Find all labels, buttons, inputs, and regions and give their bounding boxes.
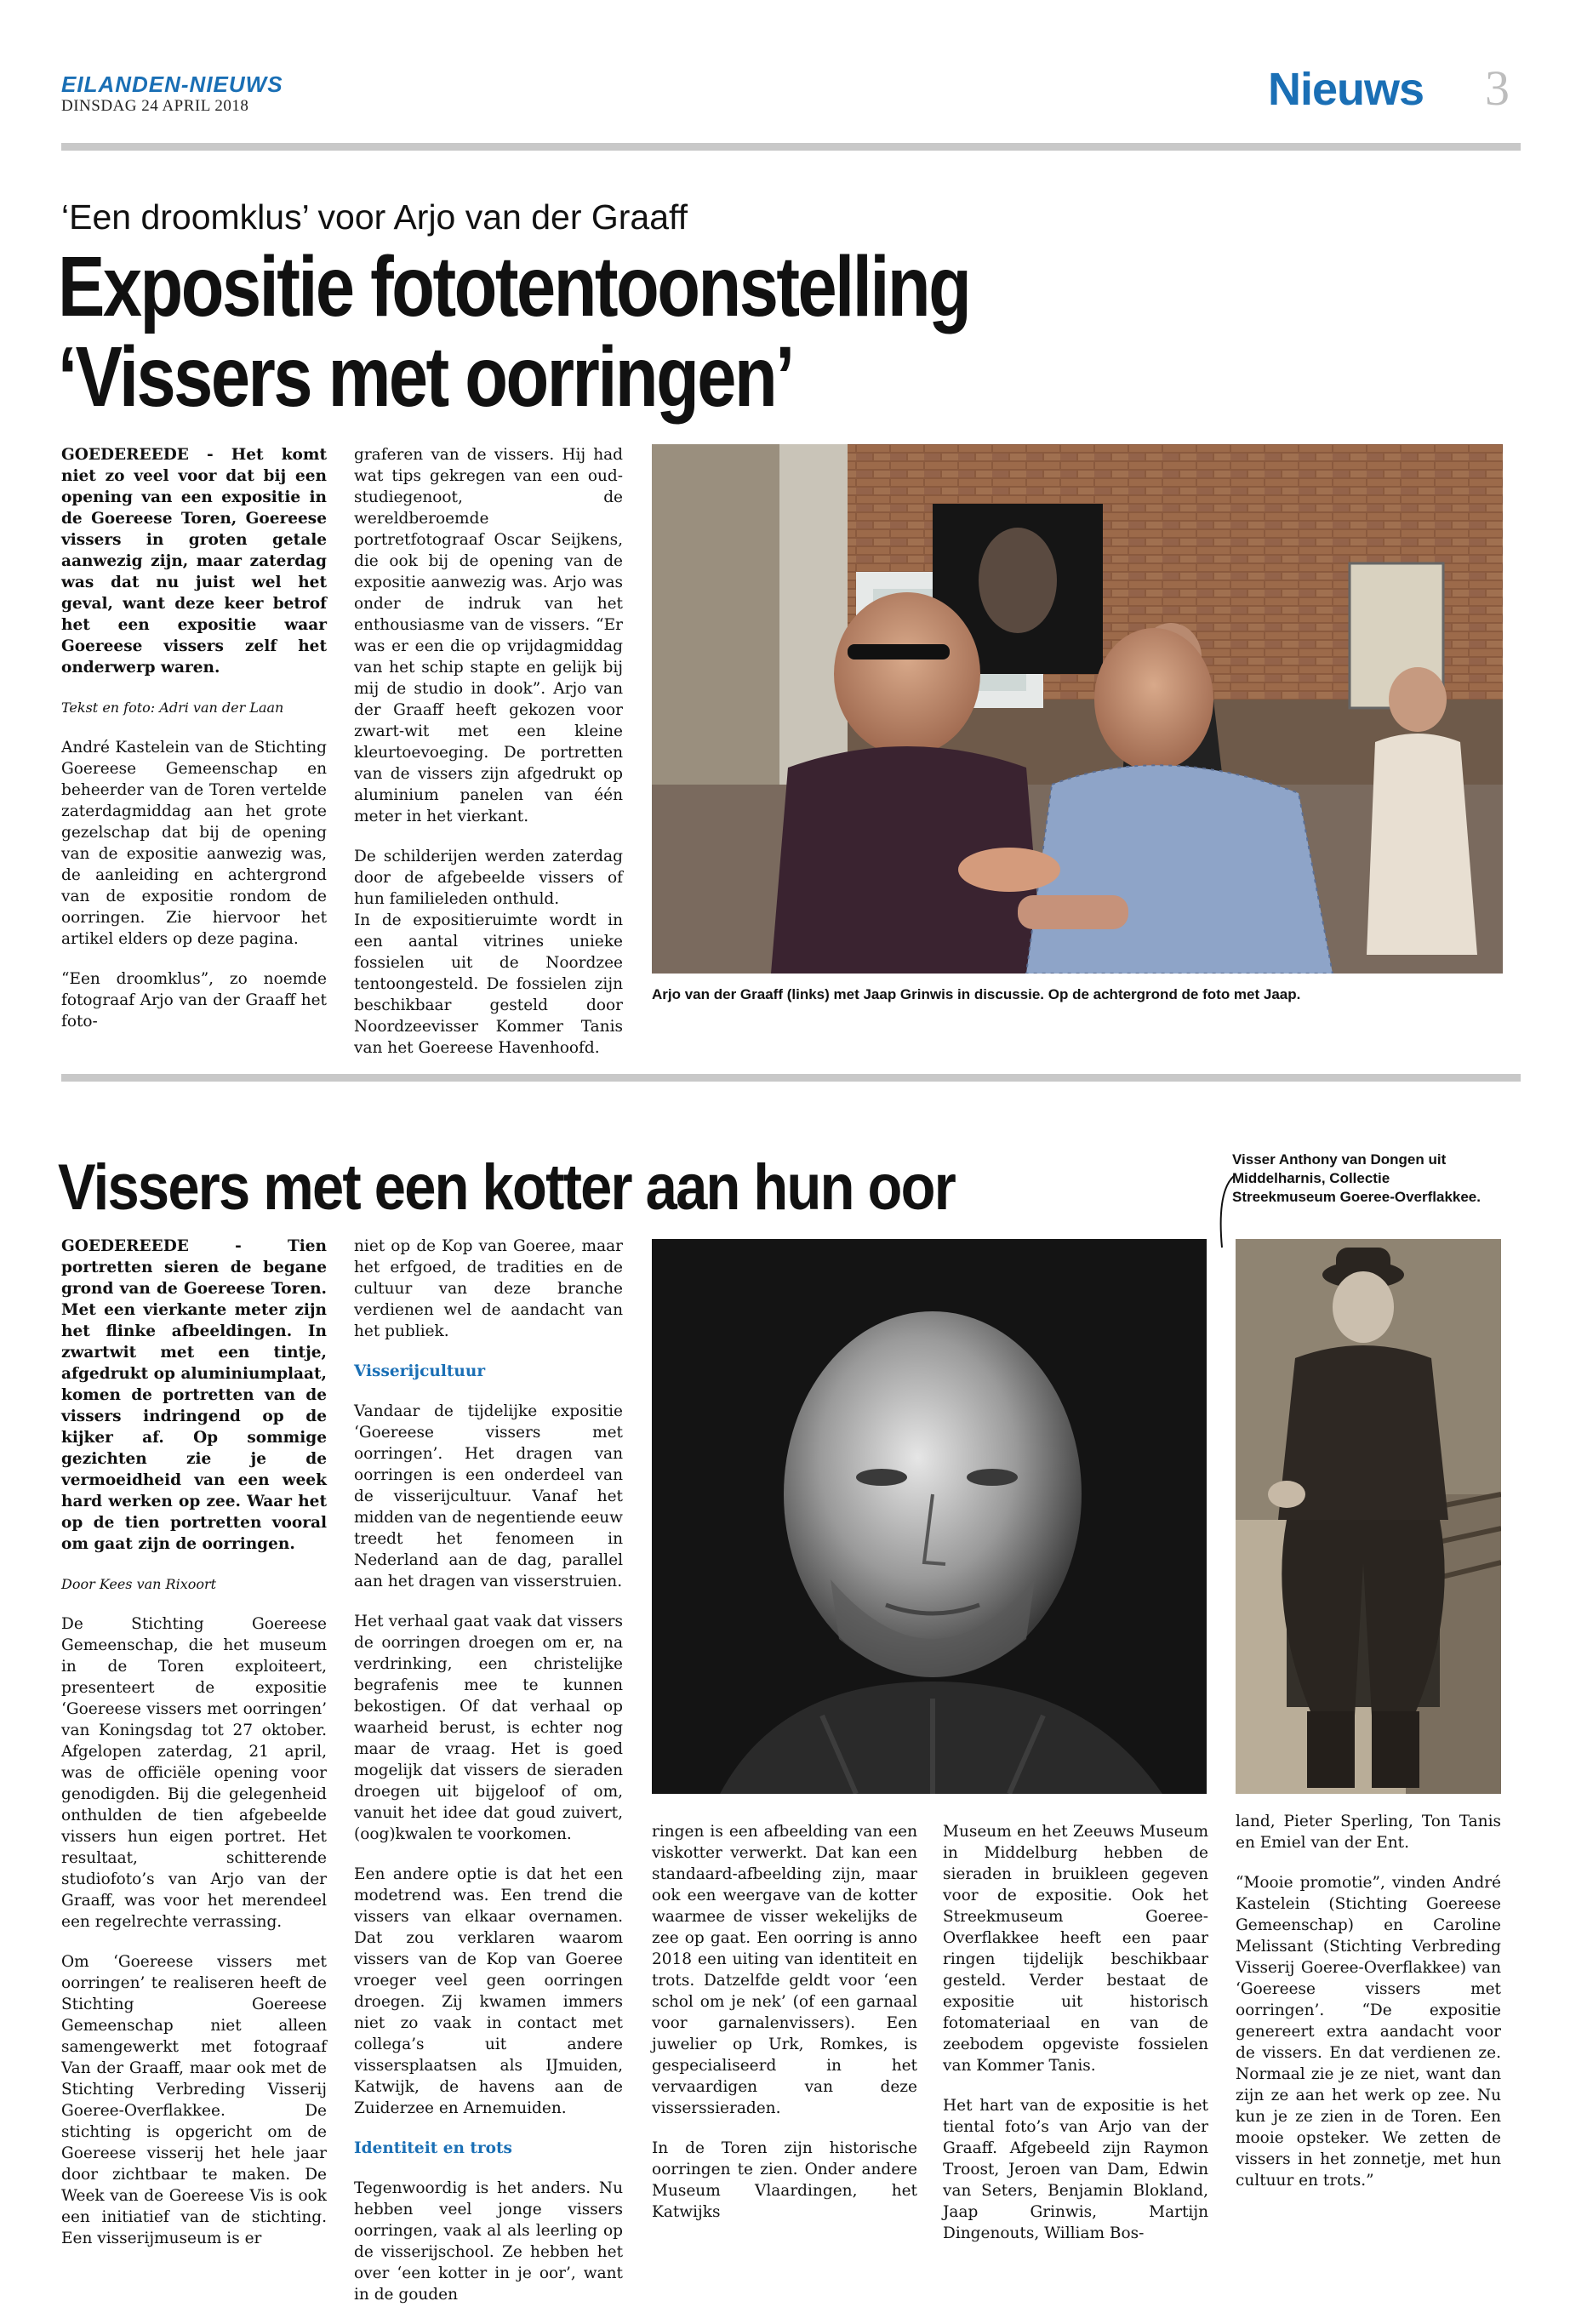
article1-paragraph: In de expositieruimte wordt in een aantal vitrines unieke fossielen uit de Noordzee tentoongesteld. De fossielen zijn beschikbaar gesteld door Noordzeevisser Kommer Tanis van het Goereese Havenhoofd.: [354, 911, 623, 1057]
article2-subheading: Visserijcultuur: [354, 1362, 486, 1380]
article2-column-1: [61, 1236, 327, 2268]
article2-paragraph: Een andere optie is dat het een modetrend was. Een trend die vissers van elkaar overnamen. Dat zou verklaren waarom vissers van de Kop van Goeree vroeger veel geen oorringen droegen. Zij kwamen immers niet zo vaak in contact met collega’s uit andere vissersplaatsen als IJmuiden, Katwijk, de havens aan de Zuiderzee en Arnemuiden.: [354, 1865, 623, 2117]
article2-column-3: [652, 1821, 917, 2241]
article2-side-caption: Visser Anthony van Dongen uit Middelharnis, Collectie Streekmuseum Goeree-Overflakkee.: [1232, 1151, 1481, 1205]
article2-lead: GOEDEREEDE - Tien portretten sieren de begane grond van de Goereese Toren. Met een vierkante meter zijn het flinke afbeeldingen. In zwartwit met een tintje, afgedrukt op aluminiumplaat, komen de portretten van de vissers indringend op de kijker af. Op sommige gezichten zie je de vermoeidheid van een week hard werken op zee. Waar het op de tien portretten vooral om gaat zijn de oorringen.: [61, 1237, 327, 1553]
article1-column-1: [61, 444, 327, 1051]
article1-headline-line1: Expositie fototentoonstelling: [58, 239, 970, 334]
article1-paragraph: “Een droomklus”, zo noemde fotograaf Arjo van der Graaff het foto-: [61, 970, 327, 1031]
article1-paragraph: André Kastelein van de Stichting Goereese Gemeenschap en beheerder van de Toren vertelde zaterdagmiddag aan het grote gezelschap dat bij de opening van de expositie aanwezig was, de aanleiding en achtergrond van de expositie rondom de oorringen. Zie hiervoor het artikel elders op deze pagina.: [61, 739, 327, 948]
article2-column-2: [354, 1236, 623, 2324]
article2-paragraph: Museum en het Zeeuws Museum in Middelburg hebben de sieraden in bruikleen gegeven voor de expositie. Ook het Streekmuseum Goeree-Overflakkee heeft een paar ringen tijdelijk beschikbaar gesteld. Verder bestaat de expositie uit historisch fotomateriaal en van de zeebodem opgeviste fossielen van Kommer Tanis.: [943, 1823, 1208, 2075]
exhibition-photo: [652, 444, 1503, 974]
article2-paragraph: Vandaar de tijdelijke expositie ‘Goereese vissers met oorringen’. Het dragen van oorringen is een onderdeel van de visserijcultuur. Vanaf het midden van de negentiende eeuw treedt het fenomeen in Nederland aan de dag, parallel aan het dragen van visserstruien.: [354, 1402, 623, 1590]
article2-paragraph: niet op de Kop van Goeree, maar het erfgoed, de tradities en de cultuur van deze branche verdienen wel de aandacht van het publiek.: [354, 1237, 623, 1340]
article1-photo-caption: Arjo van der Graaff (links) met Jaap Grinwis in discussie. Op de achtergrond de foto met Jaap.: [652, 986, 1301, 1002]
article2-column-5: [1236, 1811, 1501, 2210]
article1-column-2: [354, 444, 623, 1077]
article2-subheading: Identiteit en trots: [354, 2139, 512, 2157]
article1-paragraph: graferen van de vissers. Hij had wat tips gekregen van een oud-studiegenoot, de wereldberoemde portretfotograaf Oscar Seijkens, die ook bij de opening van de expositie aanwezig was. Arjo was onder de indruk van het enthousiasme van de vissers. “Er was er een die op vrijdagmiddag van het schip stapte en gelijk bij mij de studio in dook”. Arjo van der Graaff heeft gekozen voor zwart-wit met een kleine kleurtoevoeging. De portretten van de vissers zijn afgedrukt op aluminium panelen van één meter in het vierkant.: [354, 446, 623, 825]
article1-headline: [58, 239, 970, 425]
article1-byline: Tekst en foto: Adri van der Laan: [61, 699, 284, 716]
article2-portrait-photo: [652, 1239, 1207, 1794]
header-rule: [61, 143, 1521, 151]
historical-fisherman-photo: [1236, 1239, 1501, 1794]
article1-paragraph: De schilderijen werden zaterdag door de afgebeelde vissers of hun familieleden onthuld.: [354, 848, 623, 908]
article2-headline: Vissers met een kotter aan hun oor: [58, 1151, 955, 1224]
article2-paragraph: Het verhaal gaat vaak dat vissers de oorringen droegen om er, na verdrinking, een christelijke begrafenis mee te kunnen bekostigen. Of dat verhaal op waarheid berust, is echter nog maar de vraag. Het is goed mogelijk dat vissers de sieraden droegen uit bijgeloof of om, vanuit het idee dat goud zuivert, (oog)kwalen te voorkomen.: [354, 1613, 623, 1843]
article2-paragraph: In de Toren zijn historische oorringen te zien. Onder andere Museum Vlaardingen, het Katwijks: [652, 2139, 917, 2221]
issue-date: DINSDAG 24 APRIL 2018: [61, 97, 249, 115]
article2-paragraph: ringen is een afbeelding van een viskotter verwerkt. Dat kan een standaard-afbeelding zijn, maar ook een weergave van de kotter waarmee de visser wekelijks de zee op gaat. Een oorring is anno 2018 een uiting van identiteit en trots. Datzelfde geldt voor ‘een schol om je nek’ (of een garnaal voor garnalenvissers). Een juwelier op Urk, Romkes, is gespecialiseerd in het vervaardigen van deze visserssieraden.: [652, 1823, 917, 2117]
section-rule: [61, 1074, 1521, 1082]
page-number: 3: [1485, 60, 1510, 116]
article2-paragraph: Het hart van de expositie is het tiental foto’s van Arjo van der Graaff. Afgebeeld zijn Raymon Troost, Jeroen van Dam, Edwin van Seters, Benjamin Blokland, Jaap Grinwis, Martijn Dingenouts, William Bos-: [943, 2097, 1208, 2242]
article2-byline: Door Kees van Rixoort: [61, 1576, 217, 1592]
article1-kicker: ‘Een droomklus’ voor Arjo van der Graaff: [61, 197, 688, 237]
article2-historical-photo: [1236, 1239, 1501, 1794]
article1-photo: [652, 444, 1503, 974]
article2-column-4: [943, 1821, 1208, 2263]
article1-headline-line2: ‘Vissers met oorringen’: [58, 329, 793, 425]
section-title: Nieuws: [1268, 64, 1424, 115]
article2-paragraph: De Stichting Goereese Gemeenschap, die het museum in de Toren exploiteert, presenteert de expositie ‘Goereese vissers met oorringen’ van Koningsdag tot 27 oktober. Afgelopen zaterdag, 21 april, was de officiële opening voor genodigden. Bij die gelegenheid onthulden de tien afgebeelde vissers hun eigen portret. Het resultaat, schitterende studiofoto’s van Arjo van der Graaff, was voor het merendeel een regelrechte verrassing.: [61, 1615, 327, 1931]
article2-paragraph: Tegenwoordig is het anders. Nu hebben veel jonge vissers oorringen, vaak al als leerling op de visserijschool. Ze hebben het over ‘een kotter in je oor’, want in de gouden: [354, 2179, 623, 2304]
article2-paragraph: “Mooie promotie”, vinden André Kastelein (Stichting Goereese Gemeenschap) en Caroline Melissant (Stichting Verbreding Visserij Goeree-Overflakkee) van ‘Goereese vissers met oorringen’. “De expositie genereert extra aandacht voor de vissers. En dat verdienen ze. Normaal zie je ze niet, want dan zijn ze aan het werk op zee. Nu kun je ze zien in de Toren. Een mooie opsteker. We zetten de vissers in het zonnetje, met hun cultuur en trots.”: [1236, 1874, 1501, 2190]
article2-paragraph: land, Pieter Sperling, Ton Tanis en Emiel van der Ent.: [1236, 1813, 1501, 1852]
article2-paragraph: Om ‘Goereese vissers met oorringen’ te realiseren heeft de Stichting Goereese Gemeenschap niet alleen samengewerkt met fotograaf Van der Graaff, maar ook met de Stichting Verbreding Visserij Goeree-Overflakkee. De stichting is opgericht om de Goereese visserij het hele jaar door zichtbaar te maken. De Week van de Goereese Vis is ook een initiatief van de stichting. Een visserijmuseum is er: [61, 1953, 327, 2247]
fisherman-portrait: [652, 1239, 1207, 1794]
masthead-logo: EILANDEN-NIEUWS: [61, 71, 283, 97]
article1-lead: GOEDEREEDE - Het komt niet zo veel voor dat bij een opening van een expositie in de Goereese Toren, Goereese vissers in groten getale aanwezig zijn, maar zaterdag was dat nu juist wel het geval, want deze keer betrof het een expositie waar Goereese vissers zelf het onderwerp waren.: [61, 446, 327, 677]
